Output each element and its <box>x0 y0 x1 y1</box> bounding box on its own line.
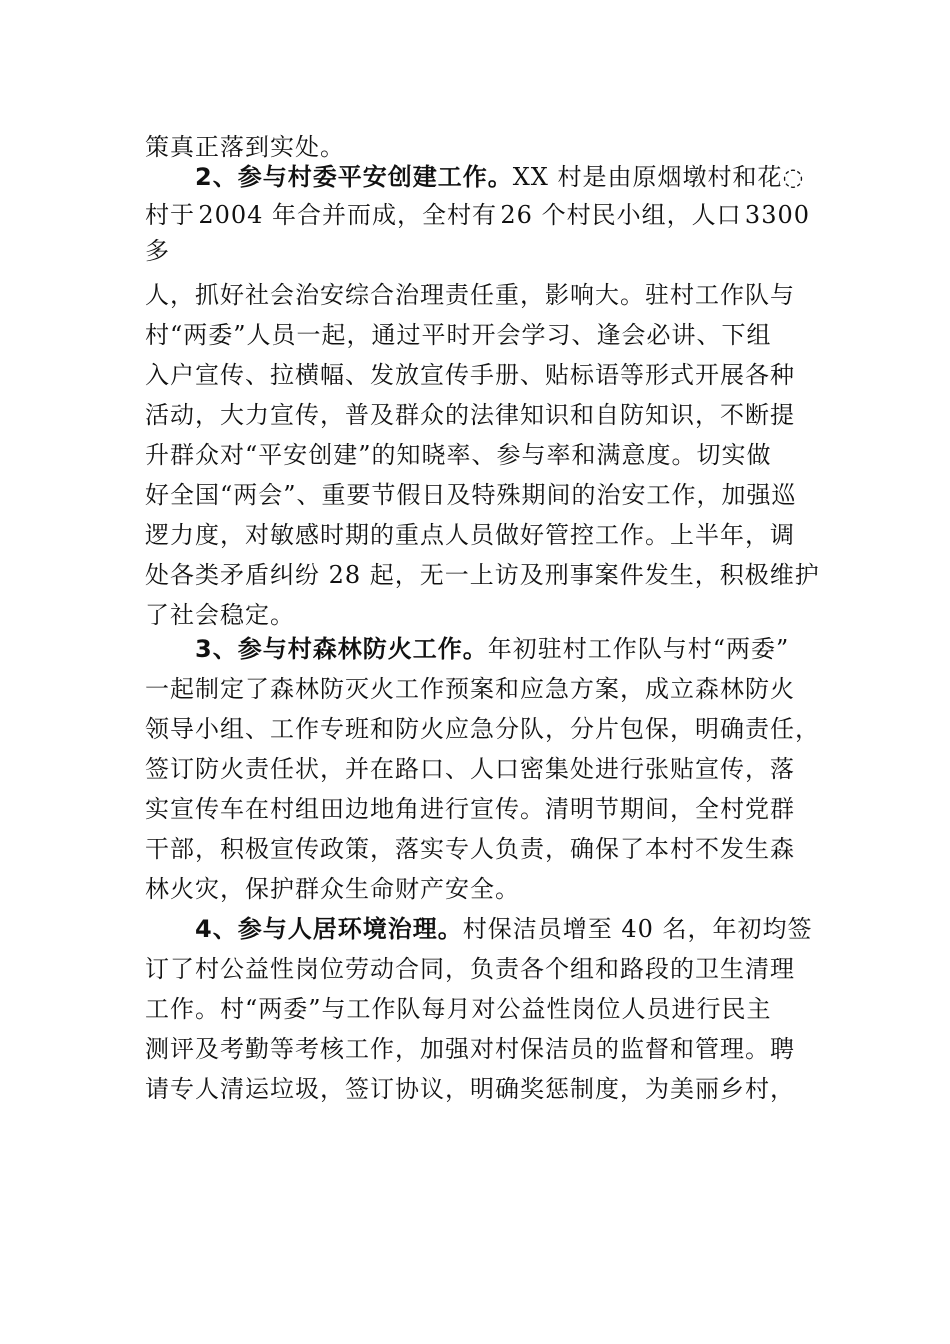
paragraph-line: 请专人清运垃圾，签订协议，明确奖惩制度，为美丽乡村， <box>145 1075 795 1103</box>
paragraph-line: 一起制定了森林防灭火工作预案和应急方案，成立森林防火 <box>145 675 795 703</box>
paragraph-line: 村“两委”人员一起，通过平时开会学习、逢会必讲、下组 <box>145 321 772 349</box>
paragraph-2 <box>145 158 825 636</box>
paragraph-text: 年初驻村工作队与村“两委” <box>487 635 790 663</box>
section-heading: 2、参与村委平安创建工作。 <box>195 163 513 191</box>
paragraph-line: 了社会稳定。 <box>145 601 295 629</box>
text-segment: 3300 <box>744 201 810 229</box>
paragraph-4 <box>145 910 825 1110</box>
paragraph-line: 策真正落到实处。 <box>145 133 345 161</box>
paragraph-text: XX 村是由原烟墩村和花◌ <box>512 163 805 191</box>
paragraph-line: 实宣传车在村组田边地角进行宣传。清明节期间，全村党群 <box>145 795 795 823</box>
paragraph-line: 多 <box>145 237 170 265</box>
paragraph-line-justified <box>145 196 810 234</box>
paragraph-line: 签订防火责任状，并在路口、人口密集处进行张贴宣传，落 <box>145 755 795 783</box>
paragraph-line: 工作。村“两委”与工作队每月对公益性岗位人员进行民主 <box>145 995 772 1023</box>
text-segment: 2004 年合并而成，全村有 <box>198 201 498 229</box>
text-segment: 26 个村民小组，人口 <box>500 201 742 229</box>
paragraph-text: 村保洁员增至 40 名，年初均签 <box>462 915 813 943</box>
paragraph-line: 干部，积极宣传政策，落实专人负责，确保了本村不发生森 <box>145 835 795 863</box>
text-segment: 村于 <box>145 201 195 229</box>
paragraph-line: 测评及考勤等考核工作，加强对村保洁员的监督和管理。聘 <box>145 1035 795 1063</box>
paragraph-line: 订了村公益性岗位劳动合同，负责各个组和路段的卫生清理 <box>145 955 795 983</box>
paragraph-line: 升群众对“平安创建”的知晓率、参与率和满意度。切实做 <box>145 441 772 469</box>
paragraph-line: 林火灾，保护群众生命财产安全。 <box>145 875 520 903</box>
paragraph-line <box>145 630 825 670</box>
paragraph-line: 处各类矛盾纠纷 28 起，无一上访及刑事案件发生，积极维护 <box>145 561 820 589</box>
paragraph-line <box>145 910 825 950</box>
section-heading: 3、参与村森林防火工作。 <box>195 635 488 663</box>
paragraph-3 <box>145 630 825 910</box>
section-heading: 4、参与人居环境治理。 <box>195 915 463 943</box>
paragraph-line: 好全国“两会”、重要节假日及特殊期间的治安工作，加强巡 <box>145 481 797 509</box>
paragraph-line: 逻力度，对敏感时期的重点人员做好管控工作。上半年，调 <box>145 521 795 549</box>
paragraph-line: 人，抓好社会治安综合治理责任重，影响大。驻村工作队与 <box>145 281 795 309</box>
paragraph-line: 活动，大力宣传，普及群众的法律知识和自防知识，不断提 <box>145 401 795 429</box>
paragraph-line <box>145 158 825 196</box>
paragraph-line: 入户宣传、拉横幅、发放宣传手册、贴标语等形式开展各种 <box>145 361 795 389</box>
paragraph-line: 领导小组、工作专班和防火应急分队，分片包保，明确责任， <box>145 715 820 743</box>
